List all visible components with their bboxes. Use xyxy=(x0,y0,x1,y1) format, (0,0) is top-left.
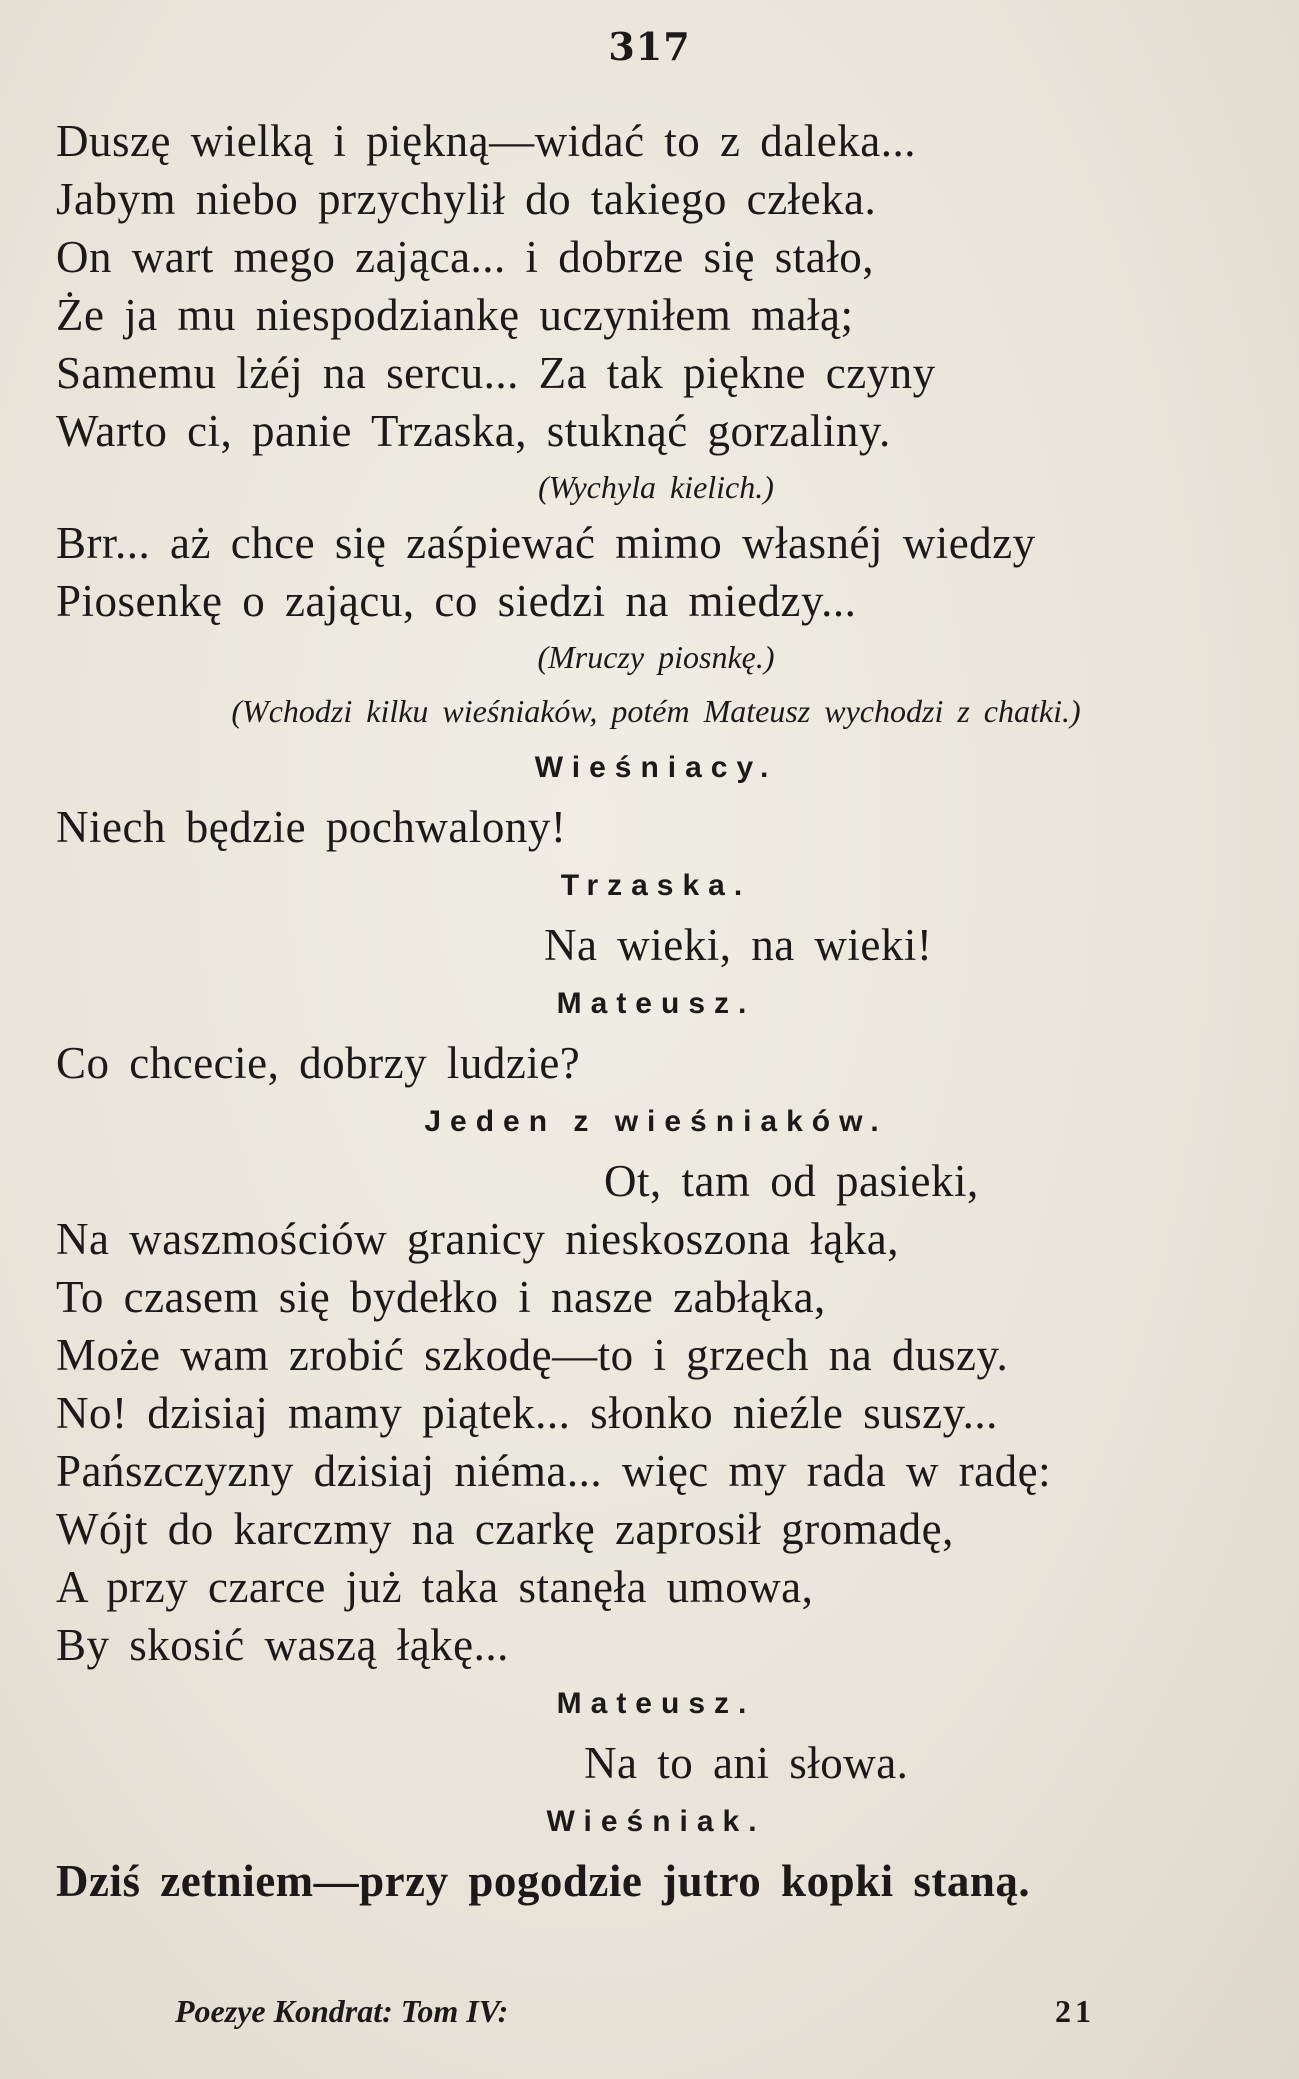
verse-line: Ot, tam od pasieki, xyxy=(604,1156,979,1206)
verse-line: Brr... aż chce się zaśpiewać mimo własnéj wiedzy xyxy=(56,518,1036,568)
poem-text xyxy=(56,112,1256,1910)
speaker-name: Jeden z wieśniaków. xyxy=(424,1105,888,1138)
verse-line: Może wam zrobić szkodę—to i grzech na duszy. xyxy=(56,1330,1009,1380)
speaker-name: Wieśniacy. xyxy=(534,751,778,784)
verse-line: Na to ani słowa. xyxy=(584,1738,909,1788)
verse-line: Wójt do karczmy na czarkę zaprosił gromadę, xyxy=(56,1504,954,1554)
speaker-name: Mateusz. xyxy=(556,987,756,1020)
verse-line: Duszę wielką i piękną—widać to z daleka... xyxy=(56,116,916,166)
verse-line: Samemu lżéj na sercu... Za tak piękne czyny xyxy=(56,348,936,398)
speaker-name: Trzaska. xyxy=(560,869,752,902)
verse-line: Pańszczyzny dzisiaj niéma... więc my rada w radę: xyxy=(56,1446,1052,1496)
verse-line: Jabym niebo przychylił do takiego człeka. xyxy=(56,174,877,224)
verse-line: By skosić waszą łąkę... xyxy=(56,1620,509,1670)
page-footer xyxy=(175,1986,1095,2036)
verse-line: No! dzisiaj mamy piątek... słonko nieźle suszy... xyxy=(56,1388,998,1438)
verse-line: Co chcecie, dobrzy ludzie? xyxy=(56,1038,581,1088)
speaker-name: Mateusz. xyxy=(556,1687,756,1720)
page-number: 317 xyxy=(608,24,691,69)
verse-line: Warto ci, panie Trzaska, stuknąć gorzaliny. xyxy=(56,406,891,456)
verse-line: Piosenkę o zającu, co siedzi na miedzy... xyxy=(56,576,857,626)
verse-line: Na waszmościów granicy nieskoszona łąka, xyxy=(56,1214,899,1264)
stage-direction: (Wchodzi kilku wieśniaków, potém Mateusz wychodzi z chatki.) xyxy=(231,693,1081,729)
verse-line: A przy czarce już taka stanęła umowa, xyxy=(56,1562,814,1612)
verse-line: On wart mego zająca... i dobrze się stało, xyxy=(56,232,874,282)
stage-direction: (Mruczy piosnkę.) xyxy=(537,639,775,675)
footer-signature: Poezye Kondrat: Tom IV: xyxy=(175,1993,509,2029)
verse-line: Dziś zetniem—przy pogodzie jutro kopki staną. xyxy=(56,1856,1031,1906)
stage-direction: (Wychyla kielich.) xyxy=(538,469,774,505)
sheet-number: 21 xyxy=(1055,1993,1095,2029)
verse-line: Że ja mu niespodziankę uczyniłem małą; xyxy=(56,290,854,340)
verse-line: To czasem się bydełko i nasze zabłąka, xyxy=(56,1272,826,1322)
verse-line: Niech będzie pochwalony! xyxy=(56,802,567,852)
verse-line: Na wieki, na wieki! xyxy=(544,920,933,970)
speaker-name: Wieśniak. xyxy=(546,1805,766,1838)
